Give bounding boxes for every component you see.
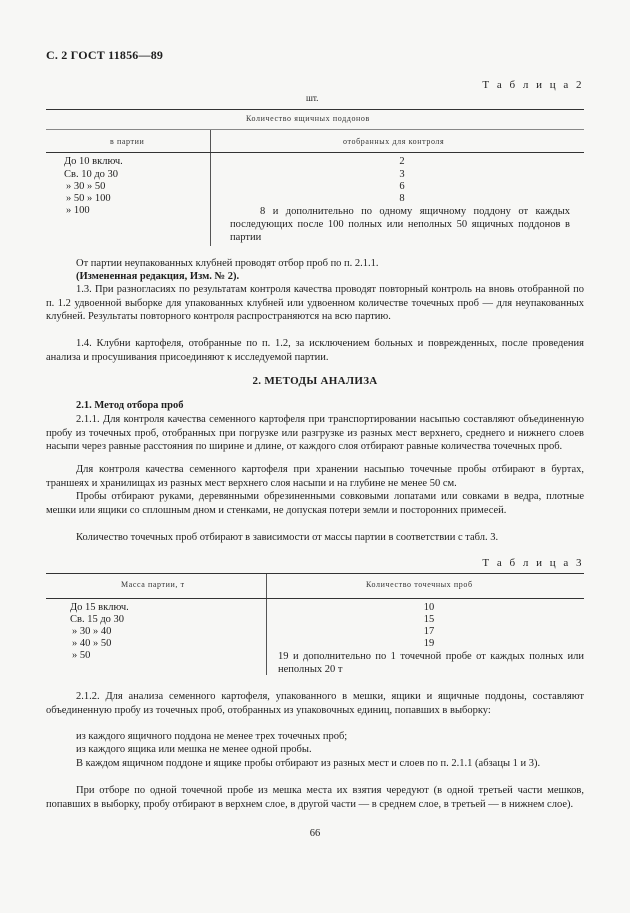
table2-divider [210, 130, 211, 246]
table2-unit: шт. [306, 93, 319, 103]
paragraph: из каждого ящичного поддона не менее трех точечных проб; [76, 731, 348, 742]
table3-divider [266, 574, 267, 675]
table3-top-rule [46, 573, 584, 574]
paragraph: При отборе по одной точечной пробе из мешка места их взятия чередуют (в одной третьей части мешков, попавших в выборку, пробу отбирают в верхнем слое, в другой части — в среднем слое, в третьей — в нижнем слое). [46, 785, 584, 810]
table3-row-range: » 50 [72, 650, 91, 661]
paragraph: Количество точечных проб отбирают в зависимости от массы партии в соответствии с табл. 3. [76, 532, 499, 543]
table2-mid-rule [46, 129, 584, 130]
subsection-heading: 2.1. Метод отбора проб [76, 400, 184, 411]
table2-row-range: Св. 10 до 30 [64, 169, 119, 180]
table3-row-range: » 30 » 40 [72, 626, 112, 637]
table3-row-value: 17 [423, 626, 435, 637]
paragraph: из каждого ящика или мешка не менее одной пробы. [76, 744, 312, 755]
page-header: С. 2 ГОСТ 11856—89 [46, 48, 164, 62]
table2-row-range: » 100 [66, 205, 90, 216]
table2-header-rule [46, 152, 584, 153]
paragraph: 2.1.2. Для анализа семенного картофеля, упакованного в мешки, ящики и ящичные поддоны, составляют объединенную пробу из точечных проб, отобранных из упаковочных единиц, попавших в выборку: [46, 691, 584, 716]
paragraph: 1.4. Клубни картофеля, отобранные по п. 1.2, за исключением больных и поврежденных, после проведения анализа и просушивания присоединяют к исследуемой партии. [46, 338, 584, 363]
table2-top-rule [46, 109, 584, 110]
table2-row-range: До 10 включ. [64, 156, 123, 167]
paragraph: 1.3. При разногласиях по результатам контроля качества проводят повторный контроль на вновь отобранной по п. 1.2 удвоенной выборке для упакованных клубней или удвоенном количестве точечных проб — для неупакованных клубней. Результаты повторного контроля распространяются на всю партию. [46, 284, 584, 323]
table2-row-value: 3 [399, 169, 405, 180]
paragraph: От партии неупакованных клубней проводят отбор проб по п. 2.1.1. [76, 258, 379, 269]
paragraph: 2.1.1. Для контроля качества семенного картофеля при транспортировании насыпью составляют объединенную пробу из точечных проб, отобранных при погрузке или разгрузке из разных мест верхнего, среднего и нижнего слоев насыпи через равные расстояния по ширине и длине, от каждого слоя отбирают равные количества точечных проб. [46, 414, 584, 453]
table2-row-range: » 30 » 50 [66, 181, 106, 192]
table3-row-range: » 40 » 50 [72, 638, 112, 649]
table3-header-rule [46, 598, 584, 599]
table2-row-value: 6 [399, 181, 405, 192]
table2-label: Т а б л и ц а 2 [482, 79, 584, 91]
table3-row-range: До 15 включ. [70, 602, 129, 613]
table2-row-value: 8 [399, 193, 405, 204]
table2-header-top: Количество ящичных поддонов [246, 114, 370, 123]
paragraph: В каждом ящичном поддоне и ящике пробы отбирают из разных мест и слоев по п. 2.1.1 (абзацы 1 и 3). [76, 758, 541, 769]
paragraph: Для контроля качества семенного картофеля при хранении насыпью точечные пробы отбирают в буртах, траншеях и хранилищах из разных мест верхнего слоя насыпи и на глубине не менее 50 см. [46, 464, 584, 489]
table2-row-value: 2 [399, 156, 405, 167]
table3-label: Т а б л и ц а 3 [482, 557, 584, 569]
page-number: 66 [309, 828, 321, 839]
paragraph: Пробы отбирают руками, деревянными обрезиненными совковыми лопатами или совками в ведра, плотные мешки или ящики со сплошным дном и стенками, не допуская потери земли и посторонних примесей. [46, 491, 584, 516]
table3-row-value: 15 [423, 614, 435, 625]
table2-note: 8 и дополнительно по одному ящичному поддону от каждых последующих после 100 полных или неполных 50 ящичных поддонов в партии [230, 206, 570, 243]
table3-col2: Количество точечных проб [366, 580, 473, 589]
table2-col1: в партии [110, 137, 145, 146]
table3-row-value: 19 [423, 638, 435, 649]
table3-row-range: Св. 15 до 30 [70, 614, 125, 625]
table3-note: 19 и дополнительно по 1 точечной пробе от каждых полных или неполных 20 т [278, 651, 584, 675]
table3-row-value: 10 [423, 602, 435, 613]
table3-col1: Масса партии, т [121, 580, 185, 589]
amendment-note: (Измененная редакция, Изм. № 2). [76, 271, 240, 282]
table2-col2: отобранных для контроля [343, 137, 445, 146]
table2-row-range: » 50 » 100 [66, 193, 111, 204]
section-heading: 2. МЕТОДЫ АНАЛИЗА [252, 375, 378, 387]
